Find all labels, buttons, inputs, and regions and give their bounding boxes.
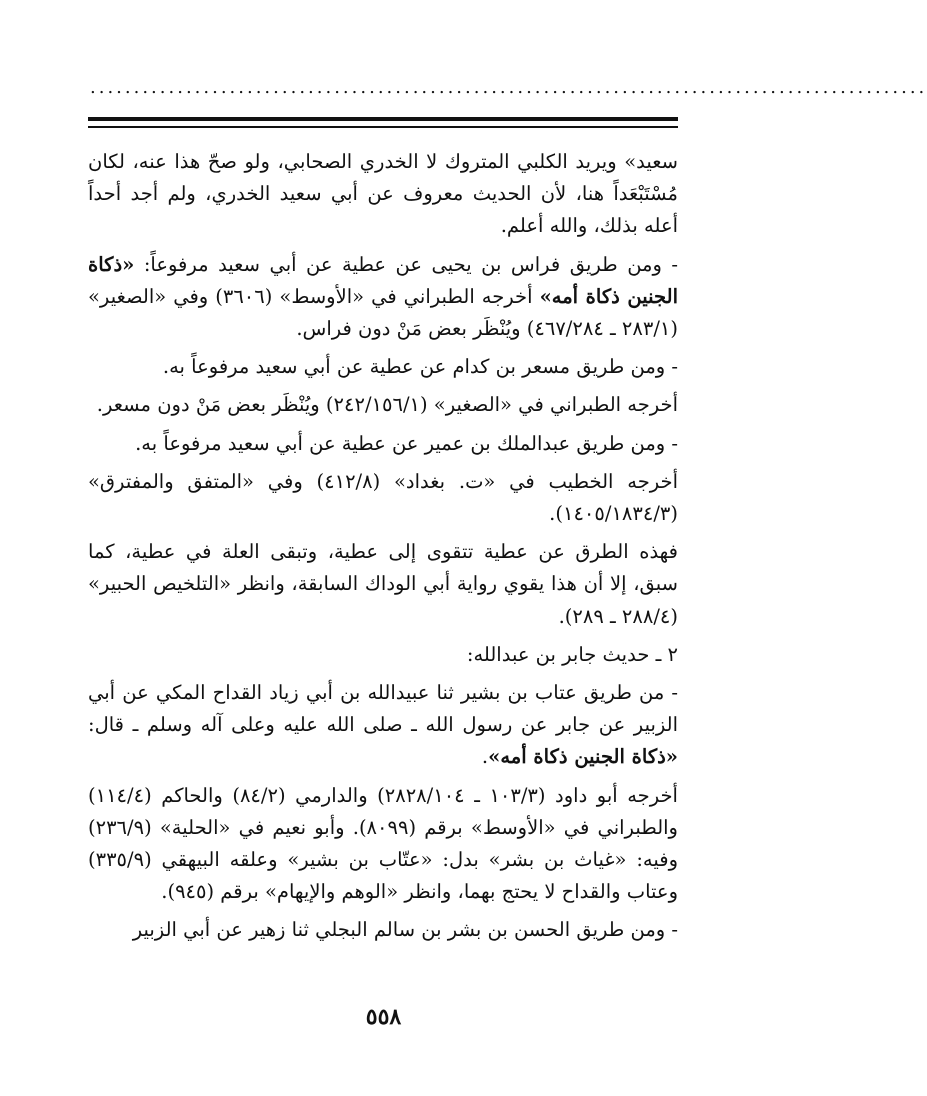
- paragraph: [88, 536, 678, 633]
- bold-quote: «ذكاة الجنين ذكاة أمه»: [88, 252, 678, 308]
- header-dotted-line: ................................................................................................: [90, 77, 927, 98]
- paragraph: [88, 914, 678, 946]
- paragraph: [88, 249, 678, 346]
- paragraph: [88, 389, 678, 421]
- page-number: ٥٥٨: [365, 1004, 402, 1030]
- body-text: [88, 146, 678, 953]
- text-run: - ومن طريق الحسن بن بشر بن سالم البجلي ثنا زهير عن أبي الزبير: [132, 918, 678, 942]
- text-run: .: [481, 745, 489, 769]
- paragraph: [88, 351, 678, 383]
- text-run: ٢ ـ حديث جابر بن عبدالله:: [466, 642, 678, 666]
- paragraph: [88, 146, 678, 243]
- text-run: أخرجه الخطيب في «ت. بغداد» (٤١٢/٨) وفي «المتفق والمفترق» (١٤٠٥/١٨٣٤/٣).: [88, 469, 678, 526]
- text-run: - من طريق عتاب بن بشير ثنا عبيدالله بن أبي زياد القداح المكي عن أبي الزبير عن جابر عن رسول الله ـ صلى الله عليه وعلى آله وسلم ـ قال:: [88, 681, 678, 737]
- bold-quote: «ذكاة الجنين ذكاة أمه»: [488, 745, 678, 769]
- text-run: - ومن طريق مسعر بن كدام عن عطية عن أبي سعيد مرفوعاً به.: [162, 355, 678, 379]
- header-rule-thick: [88, 117, 678, 121]
- text-run: أخرجه الطبراني في «الأوسط» (٣٦٠٦) وفي «الصغير» (٢٨٣/١ ـ ٤٦٧/٢٨٤) ويُنْظَر بعض مَنْ دون فراس.: [88, 284, 678, 341]
- paragraph: [88, 780, 678, 909]
- text-run: فهذه الطرق عن عطية تتقوى إلى عطية، وتبقى العلة في عطية، كما سبق، إلا أن هذا يقوي رواية أبي الوداك السابقة، وانظر «التلخيص الحبير» (٢٨٨/٤ ـ ٢٨٩).: [88, 540, 678, 628]
- text-run: أخرجه أبو داود (١٠٣/٣ ـ ٢٨٢٨/١٠٤) والدارمي (٨٤/٢) والحاكم (١١٤/٤) والطبراني في «الأوسط» برقم (٨٠٩٩). وأبو نعيم في «الحلية» (٢٣٦/٩) وفيه: «غياث بن بشر» بدل: «عتّاب بن بشير» وعلقه البيهقي (٣٣٥/٩) وعتاب والقداح لا يحتج بهما، وانظر «الوهم والإيهام» برقم (٩٤٥).: [88, 783, 678, 904]
- text-run: - ومن طريق عبدالملك بن عمير عن عطية عن أبي سعيد مرفوعاً به.: [135, 431, 678, 455]
- header-rule-thin: [88, 126, 678, 128]
- text-run: - ومن طريق فراس بن يحيى عن عطية عن أبي سعيد مرفوعاً:: [134, 252, 678, 276]
- paragraph: [88, 677, 678, 774]
- paragraph: [88, 639, 678, 671]
- paragraph: [88, 466, 678, 530]
- text-run: سعيد» ويريد الكلبي المتروك لا الخدري الصحابي، ولو صحّ هذا عنه، لكان مُسْتَبْعَداً هنا، لأن الحديث معروف عن أبي سعيد الخدري، ولم أجد أحداً أعله بذلك، والله أعلم.: [88, 150, 678, 238]
- text-run: أخرجه الطبراني في «الصغير» (٢٤٢/١٥٦/١) ويُنْظَر بعض مَنْ دون مسعر.: [96, 393, 678, 417]
- paragraph: [88, 428, 678, 460]
